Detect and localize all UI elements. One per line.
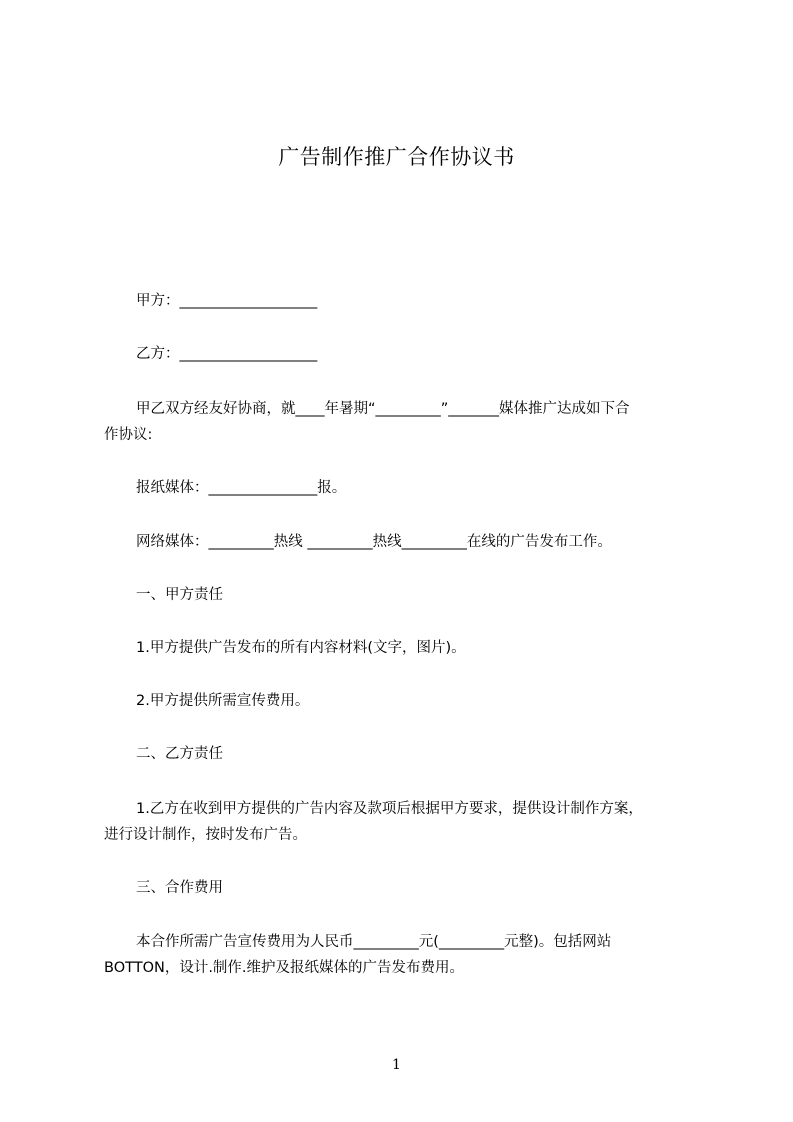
section-2-item-1-line-1: 1.乙方在收到甲方提供的广告内容及款项后根据甲方要求，提供设计制作方案， xyxy=(136,801,643,817)
newspaper-media-line: 报纸媒体：_______________报。 xyxy=(136,480,347,496)
section-1-item-2: 2.甲方提供所需宣传费用。 xyxy=(136,693,310,709)
network-media-line: 网络媒体：_________热线 _________热线_________在线的广告发布工作。 xyxy=(136,534,612,550)
section-3-line-2: BOTTON，设计.制作.维护及报纸媒体的广告发布费用。 xyxy=(104,960,465,976)
page-number: 1 xyxy=(392,1057,401,1073)
section-3-heading: 三、合作费用 xyxy=(136,880,223,896)
section-2-item-1-line-2: 进行设计制作，按时发布广告。 xyxy=(104,827,307,843)
section-2-heading: 二、乙方责任 xyxy=(136,746,223,762)
intro-line-2: 作协议: xyxy=(104,427,153,443)
party-b-line: 乙方：___________________ xyxy=(136,346,318,362)
intro-line-1: 甲乙双方经友好协商，就____年暑期“_________”_______媒体推广达成如下合 xyxy=(136,401,630,417)
section-1-item-1: 1.甲方提供广告发布的所有内容材料(文字，图片)。 xyxy=(136,640,466,656)
section-3-line-1: 本合作所需广告宣传费用为人民币_________元(_________元整)。包括网站 xyxy=(136,934,612,950)
section-1-heading: 一、甲方责任 xyxy=(136,587,223,603)
party-a-line: 甲方：___________________ xyxy=(136,293,318,309)
document-title: 广告制作推广合作协议书 xyxy=(278,145,515,169)
